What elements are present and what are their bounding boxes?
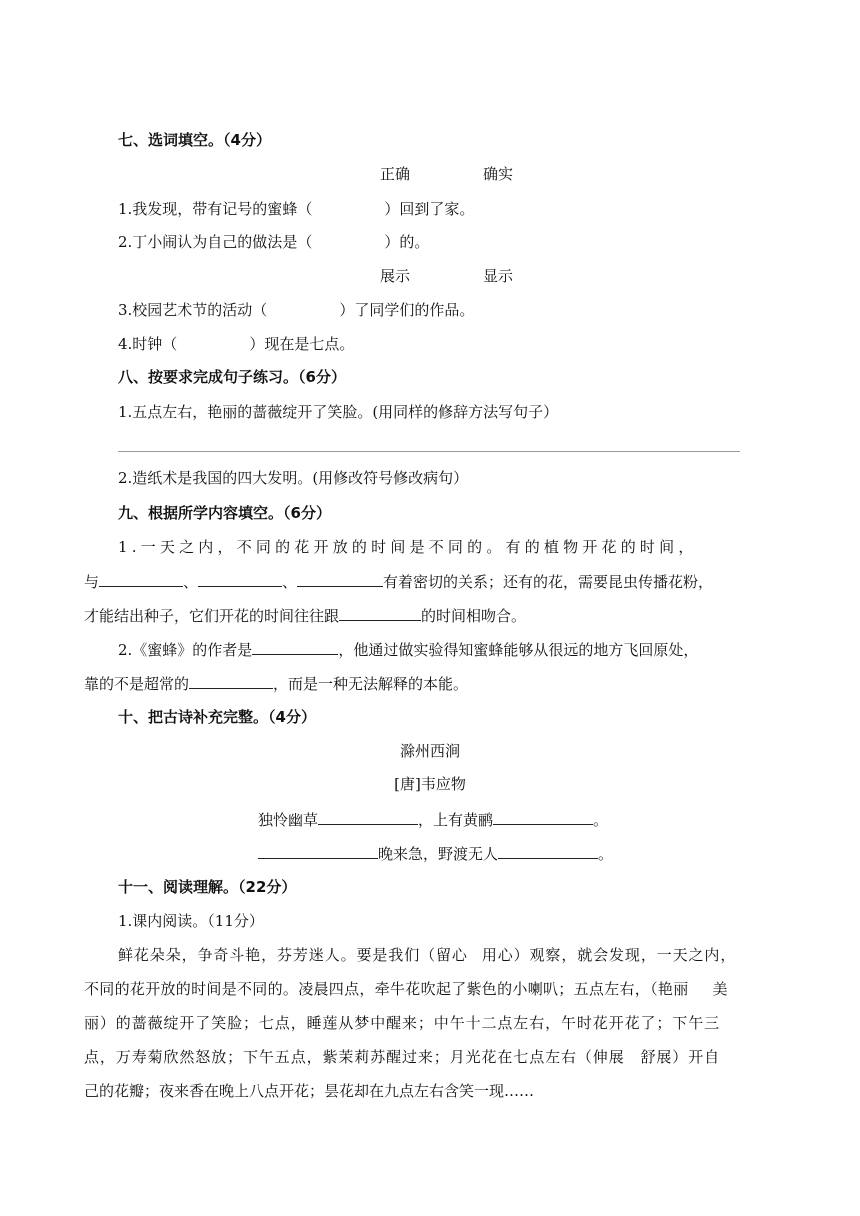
section-11-title: 十一、阅读理解。（22分） (118, 878, 297, 896)
poem-title: 滁州西涧 (399, 742, 460, 760)
question-7-4 (118, 333, 354, 355)
section-10-title: 十、把古诗补充完整。（4分） (118, 708, 316, 726)
q7-3-pre: 3.校园艺术节的活动（ (118, 301, 268, 319)
q9-1-text-c: 才能结出种子，它们开花的时间往往跟 (84, 607, 340, 625)
poem-l1-text-c: 。 (593, 811, 609, 829)
question-9-2-line-2 (84, 672, 468, 695)
poem-blank-4[interactable] (498, 842, 598, 859)
q7-2-post: ）的。 (384, 233, 430, 251)
q9-2-text-b: ，他通过做实验得知蜜蜂能够从很远的地方飞回原处， (338, 641, 699, 659)
question-7-2 (118, 231, 429, 253)
section-7-title: 七、选词填空。（4分） (118, 131, 271, 149)
passage-l1-b: 用心）观察，就会发现，一天之内， (481, 946, 737, 964)
section-9-title: 九、根据所学内容填空。（6分） (118, 504, 331, 522)
question-9-2-line-1 (118, 638, 698, 661)
poem-l1-text-b: ，上有黄鹂 (418, 811, 494, 829)
q9-1-blank-3[interactable] (297, 570, 383, 587)
q9-1-blank-2[interactable] (198, 570, 282, 587)
passage-l2-a: 不同的花开放的时间是不同的。凌晨四点，牵牛花吹起了紫色的小喇叭；五点左右，（艳丽 (84, 980, 689, 998)
section-8-title: 八、按要求完成句子练习。（6分） (118, 368, 346, 386)
q9-1-sep-1: 、 (183, 573, 199, 591)
q9-2-blank-1[interactable] (252, 638, 338, 655)
question-7-1 (118, 198, 474, 220)
question-9-1-line-3 (84, 604, 526, 627)
q7-1-post: ）回到了家。 (384, 200, 475, 218)
passage-line-3: 丽）的蔷薇绽开了笑脸；七点，睡莲从梦中醒来；中午十二点左右，午时花开花了；下午三 (84, 1014, 721, 1032)
poem-l2-text-a: 晚来急，野渡无人 (378, 845, 499, 863)
q7-3-post: ）了同学们的作品。 (339, 301, 475, 319)
word-choice-2b: 显示 (483, 267, 514, 285)
q7-4-pre: 4.时钟（ (118, 335, 178, 353)
q7-2-pre: 2.丁小闹认为自己的做法是（ (118, 233, 313, 251)
question-8-1: 1.五点左右，艳丽的蔷薇绽开了笑脸。(用同样的修辞方法写句子） (118, 403, 559, 421)
question-8-2: 2.造纸术是我国的四大发明。(用修改符号修改病句） (118, 469, 469, 487)
word-choice-2a: 展示 (380, 267, 411, 285)
passage-l2-b: 美 (712, 980, 728, 998)
poem-line-1 (258, 808, 608, 831)
q9-1-text-b: 有着密切的关系；还有的花，需要昆虫传播花粉， (383, 573, 714, 591)
poem-blank-3[interactable] (258, 842, 378, 859)
question-7-3 (118, 299, 474, 321)
poem-l2-text-b: 。 (598, 845, 614, 863)
q9-1-blank-4[interactable] (339, 604, 421, 621)
q9-2-blank-2[interactable] (189, 672, 273, 689)
q9-2-text-a: 2.《蜜蜂》的作者是 (118, 641, 253, 659)
passage-line-2 (84, 978, 728, 1000)
q7-4-post: ）现在是七点。 (249, 335, 355, 353)
passage-line-1 (118, 944, 736, 966)
poem-blank-2[interactable] (493, 808, 593, 825)
question-9-1-line-1: 1.一天之内，不同的花开放的时间是不同的。有的植物开花的时间， (118, 538, 698, 556)
poem-author: [唐]韦应物 (394, 775, 466, 793)
q9-2-text-c: 靠的不是超常的 (84, 675, 190, 693)
q9-2-text-d: ，而是一种无法解释的本能。 (273, 675, 469, 693)
poem-line-2 (258, 842, 613, 865)
poem-l1-text-a: 独怜幽草 (258, 811, 319, 829)
q9-1-sep-2: 、 (282, 573, 298, 591)
passage-l1-a: 鲜花朵朵，争奇斗艳，芬芳迷人。要是我们（留心 (118, 946, 468, 964)
passage-line-4: 点，万寿菊欣然怒放；下午五点，紫茉莉苏醒过来；月光花在七点左右（伸展 舒展）开自 (84, 1048, 721, 1066)
word-choice-1b: 确实 (483, 165, 514, 183)
passage-line-5: 己的花瓣；夜来香在晚上八点开花；昙花却在九点左右含笑一现…… (84, 1082, 535, 1100)
q9-1-blank-1[interactable] (99, 570, 183, 587)
subsection-11-1: 1.课内阅读。（11分） (118, 912, 264, 930)
word-choice-1a: 正确 (380, 165, 411, 183)
q7-1-pre: 1.我发现，带有记号的蜜蜂（ (118, 200, 313, 218)
q9-1-text-d: 的时间相吻合。 (421, 607, 527, 625)
q9-1-text-a: 与 (84, 573, 100, 591)
question-9-1-line-2 (84, 570, 713, 593)
answer-line[interactable] (118, 451, 740, 452)
poem-blank-1[interactable] (318, 808, 418, 825)
